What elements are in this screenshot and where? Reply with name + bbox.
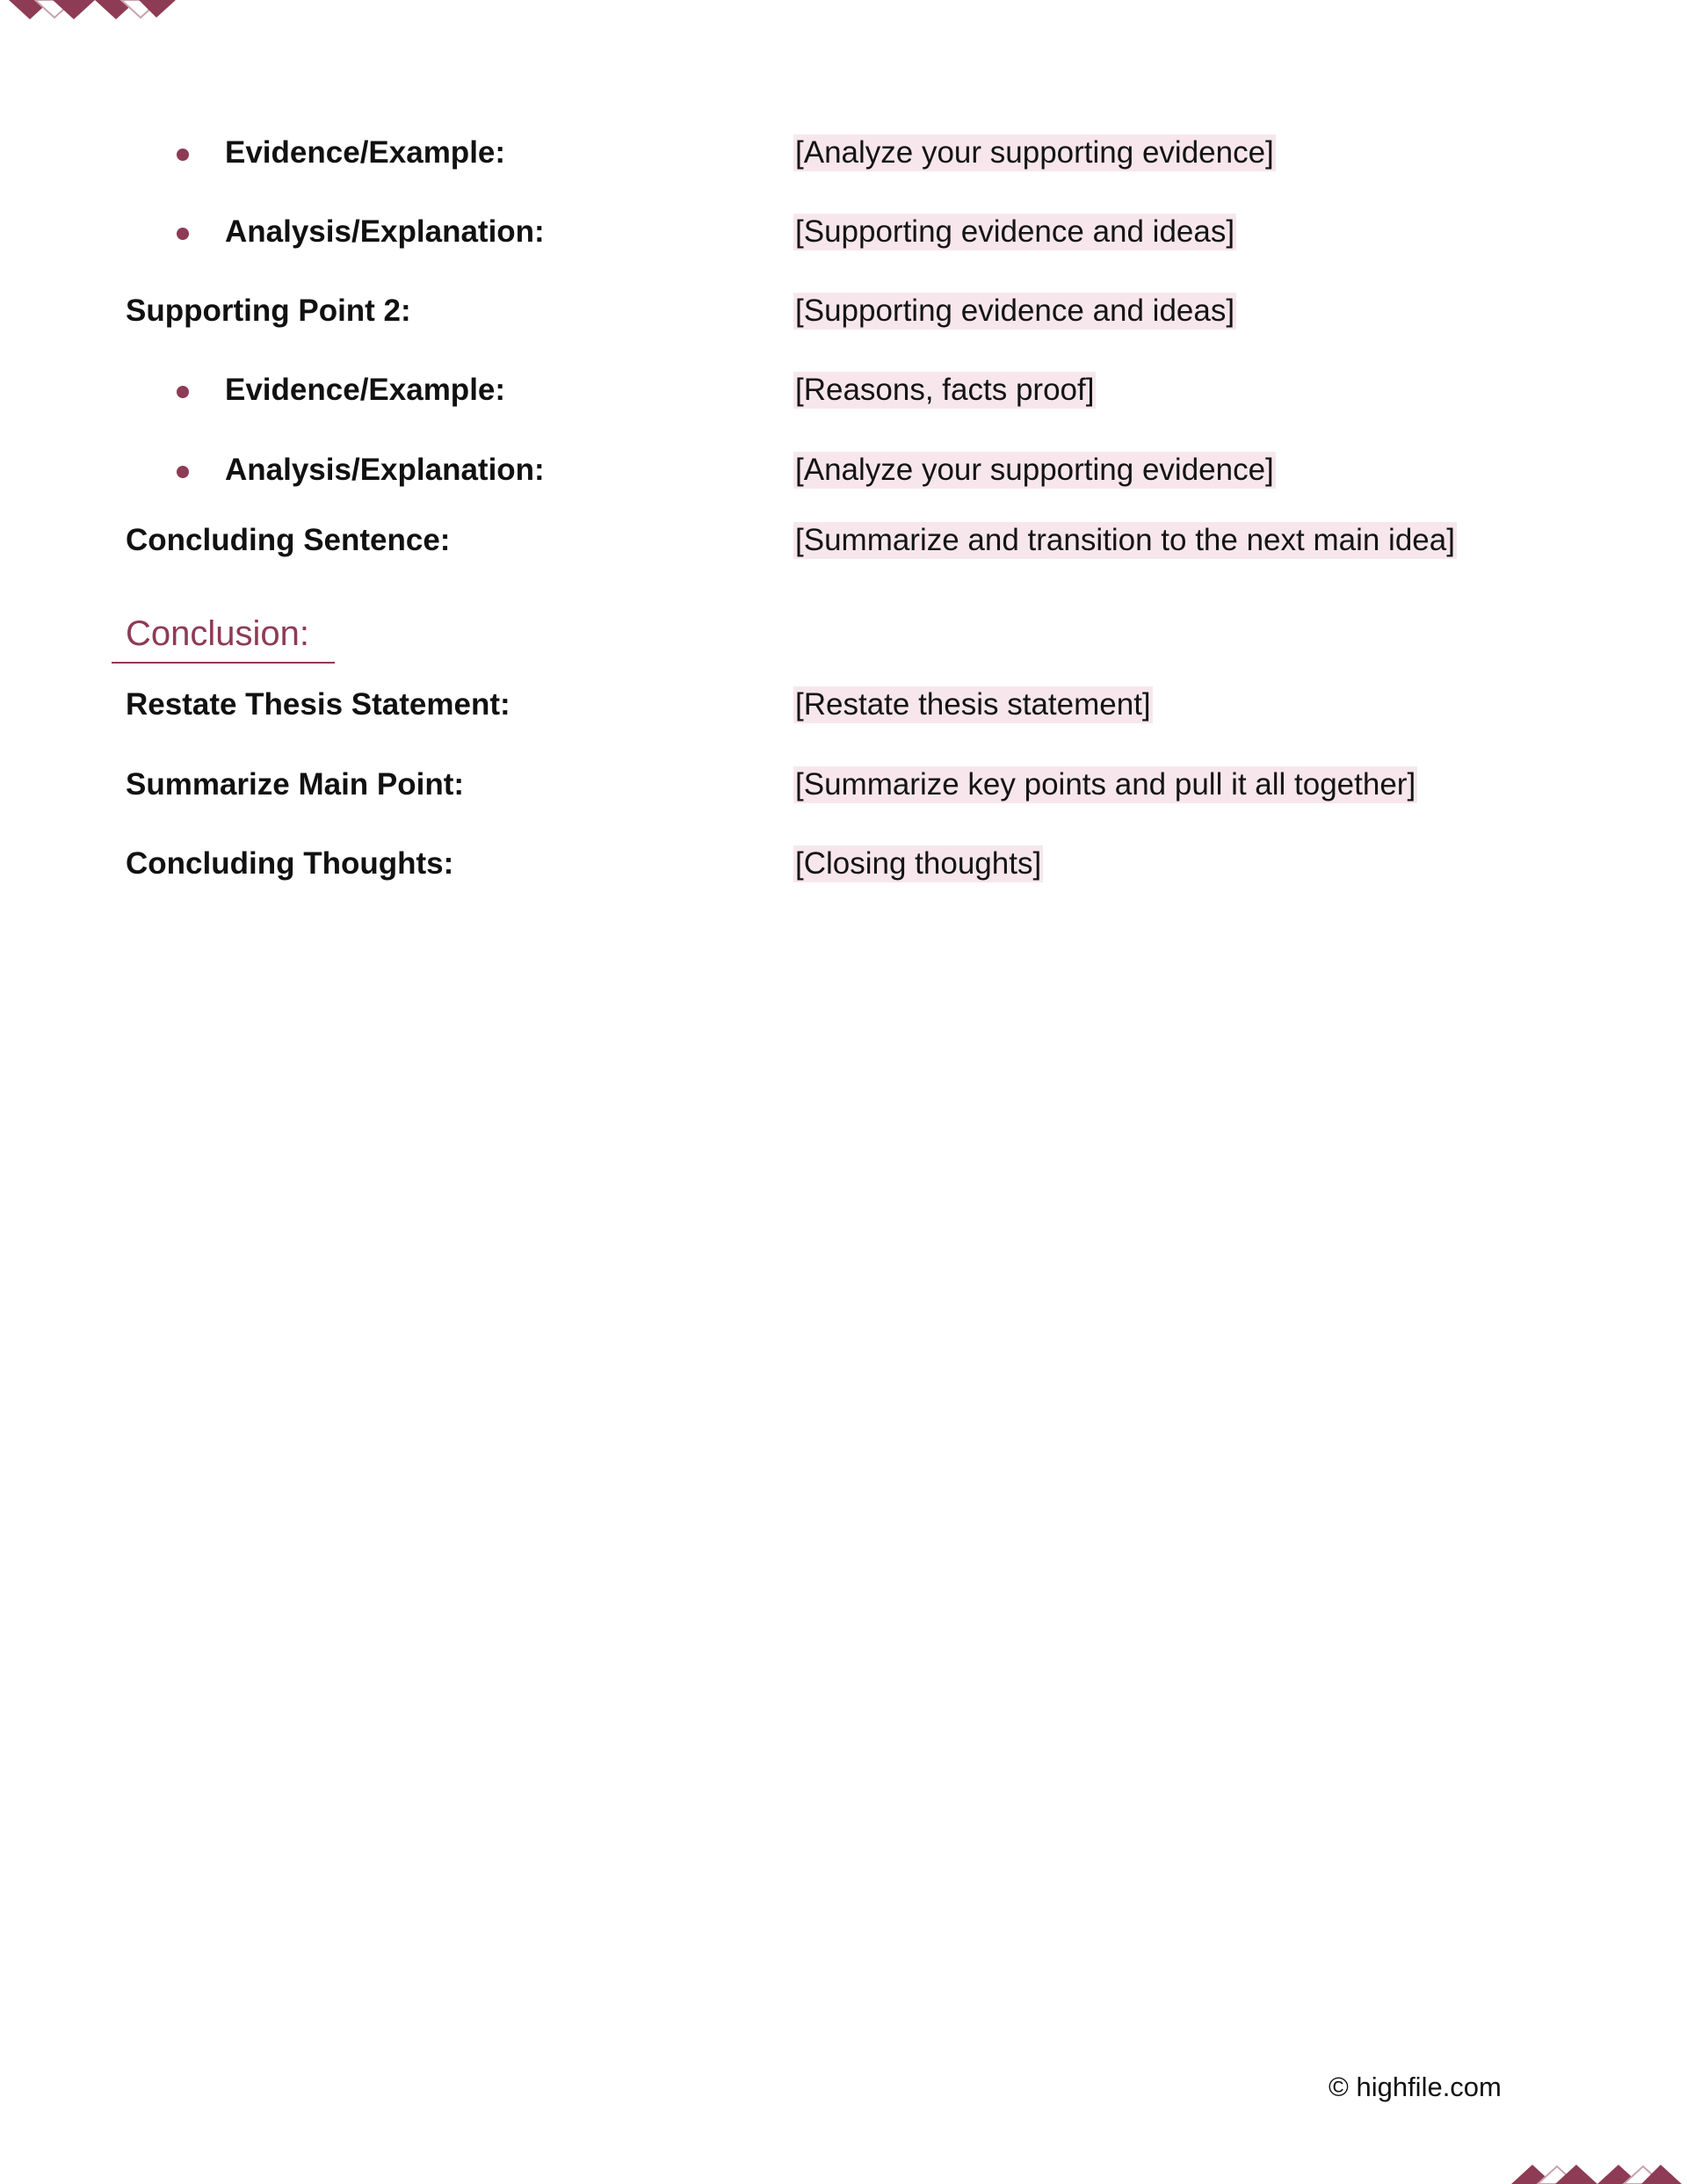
bullet-icon: [177, 466, 189, 478]
decorative-diamond-pattern-top: [0, 0, 185, 19]
list-item: [0, 683, 1687, 727]
copyright-text: © highfile.com: [1329, 2072, 1502, 2102]
field-label: Supporting Point 2:: [126, 294, 411, 328]
field-label: Restate Thesis Statement:: [126, 687, 510, 722]
field-label: Analysis/Explanation:: [225, 453, 545, 487]
list-item: [0, 210, 1687, 254]
field-label: Summarize Main Point:: [126, 767, 465, 802]
list-item: [0, 842, 1687, 886]
bullet-icon: [177, 386, 189, 398]
placeholder-field[interactable]: [Closing thoughts]: [795, 846, 1042, 881]
list-item: [0, 368, 1687, 412]
placeholder-field[interactable]: [Reasons, facts proof]: [795, 373, 1095, 407]
decorative-diamond-pattern-bottom: [1502, 2165, 1687, 2184]
placeholder-field[interactable]: [Supporting evidence and ideas]: [795, 294, 1235, 328]
section-divider: [112, 662, 335, 664]
list-item: [0, 519, 1687, 562]
field-label: Concluding Thoughts:: [126, 846, 454, 881]
field-label: Concluding Sentence:: [126, 523, 451, 557]
placeholder-field[interactable]: [Restate thesis statement]: [795, 687, 1151, 722]
placeholder-field[interactable]: [Summarize key points and pull it all together]: [795, 767, 1416, 802]
list-item: [0, 289, 1687, 333]
bullet-icon: [177, 149, 189, 161]
section-heading-conclusion: Conclusion:: [126, 614, 310, 653]
placeholder-field[interactable]: [Analyze your supporting evidence]: [795, 135, 1274, 170]
list-item: [0, 763, 1687, 807]
field-label: Evidence/Example:: [225, 373, 506, 407]
field-label: Evidence/Example:: [225, 135, 506, 170]
placeholder-field[interactable]: [Supporting evidence and ideas]: [795, 214, 1235, 249]
placeholder-field[interactable]: [Summarize and transition to the next main idea]: [795, 523, 1455, 557]
list-item: [0, 448, 1687, 492]
list-item: [0, 131, 1687, 175]
placeholder-field[interactable]: [Analyze your supporting evidence]: [795, 453, 1274, 487]
field-label: Analysis/Explanation:: [225, 214, 545, 249]
bullet-icon: [177, 228, 189, 240]
